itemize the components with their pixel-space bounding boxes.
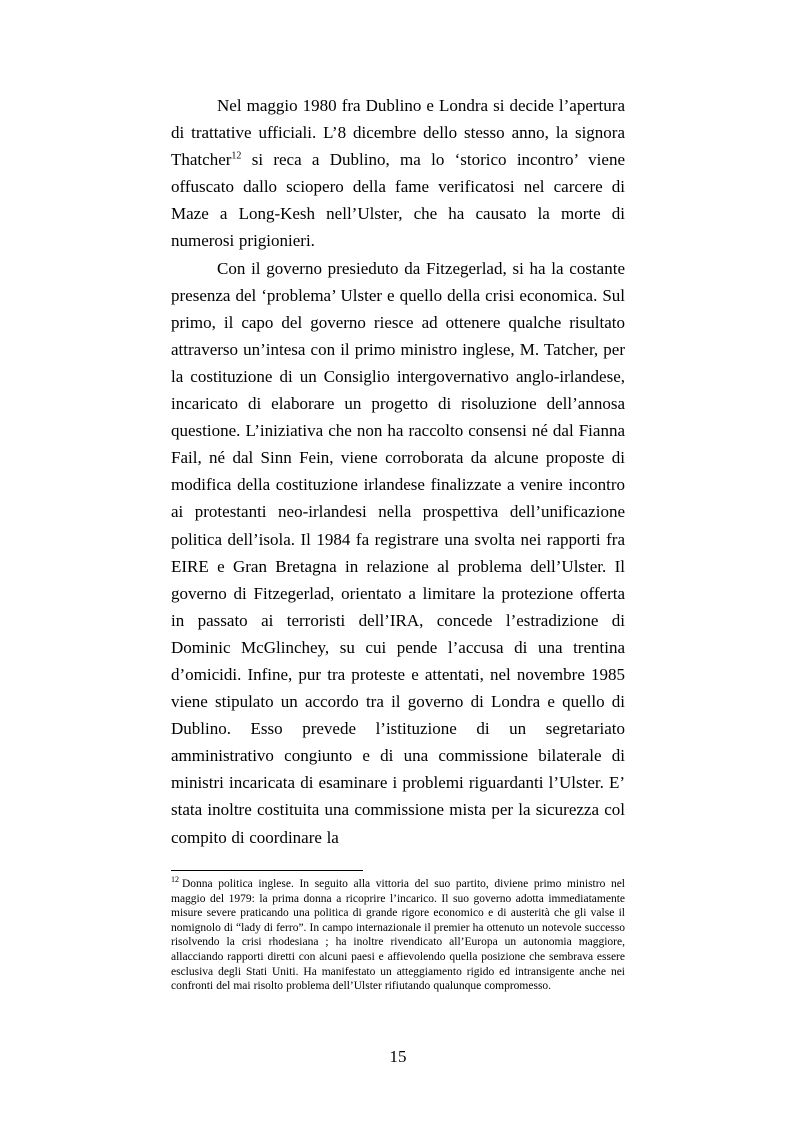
footnote-12 <box>171 877 625 994</box>
paragraph-1-text-before: Nel maggio 1980 fra Dublino e Londra si decide l’apertura di trattative ufficiali. L’8 dicembre dello stesso anno, la signora Thatcher <box>171 96 625 170</box>
footnote-separator <box>171 870 363 871</box>
body-text <box>171 92 625 851</box>
page-number: 15 <box>389 1047 407 1066</box>
footnote-text: Donna politica inglese. In seguito alla vittoria del suo partito, diviene primo ministro nel maggio del 1979: la prima donna a ricoprire l’incarico. Il suo governo adotta immediatamente misure severe praticando una politica di grande rigore economico e di austerità che gli valse il nomignolo di “lady di ferro”. In campo internazionale il premier ha ottenuto un notevole successo risolvendo la crisi rhodesiana ; ha inoltre rivendicato all’Europa un autonomia maggiore, allacciando rapporti diretti con alcuni paesi e affievolendo quella posizione che sembrava essere esclusiva degli Stati Uniti. Ha manifestato un atteggiamento rigido ed intransigente anche nei confronti del mai risolto problema dell’Ulster rifiutando qualunque compromesso. <box>171 878 625 993</box>
footnote-number: 12 <box>171 875 179 885</box>
footnote-reference-12: 12 <box>231 150 242 162</box>
paragraph-1-text-after: si reca a Dublino, ma lo ‘storico incontro’ viene offuscato dallo sciopero della fame verificatosi nel carcere di Maze a Long-Kesh nell’Ulster, che ha causato la morte di numerosi prigionieri. <box>171 150 625 251</box>
paragraph-2: Con il governo presieduto da Fitzegerlad, si ha la costante presenza del ‘problema’ Ulster e quello della crisi economica. Sul primo, il capo del governo riesce ad ottenere qualche risultato attraverso un’intesa con il primo ministro inglese, M. Tatcher, per la costituzione di un Consiglio intergovernativo anglo-irlandese, incaricato di elaborare un progetto di risoluzione dell’annosa questione. L’iniziativa che non ha raccolto consensi né dal Fianna Fail, né dal Sinn Fein, viene corroborata da alcune proposte di modifica della costituzione irlandese finalizzate a venire incontro ai protestanti neo-irlandesi nella prospettiva dell’unificazione politica dell’isola. Il 1984 fa registrare una svolta nei rapporti fra EIRE e Gran Bretagna in relazione al problema dell’Ulster. Il governo di Fitzegerlad, orientato a limitare la protezione offerta in passato ai terroristi dell’IRA, concede l’estradizione di Dominic McGlinchey, su cui pende l’accusa di una trentina d’omicidi. Infine, pur tra proteste e attentati, nel novembre 1985 viene stipulato un accordo tra il governo di Londra e quello di Dublino. Esso prevede l’istituzione di un segretariato amministrativo congiunto e di una commissione bilaterale di ministri incaricata di esaminare i problemi riguardanti l’Ulster. E’ stata inoltre costituita una commissione mista per la sicurezza col compito di coordinare la <box>171 258 625 847</box>
paragraph-1 <box>171 92 625 255</box>
